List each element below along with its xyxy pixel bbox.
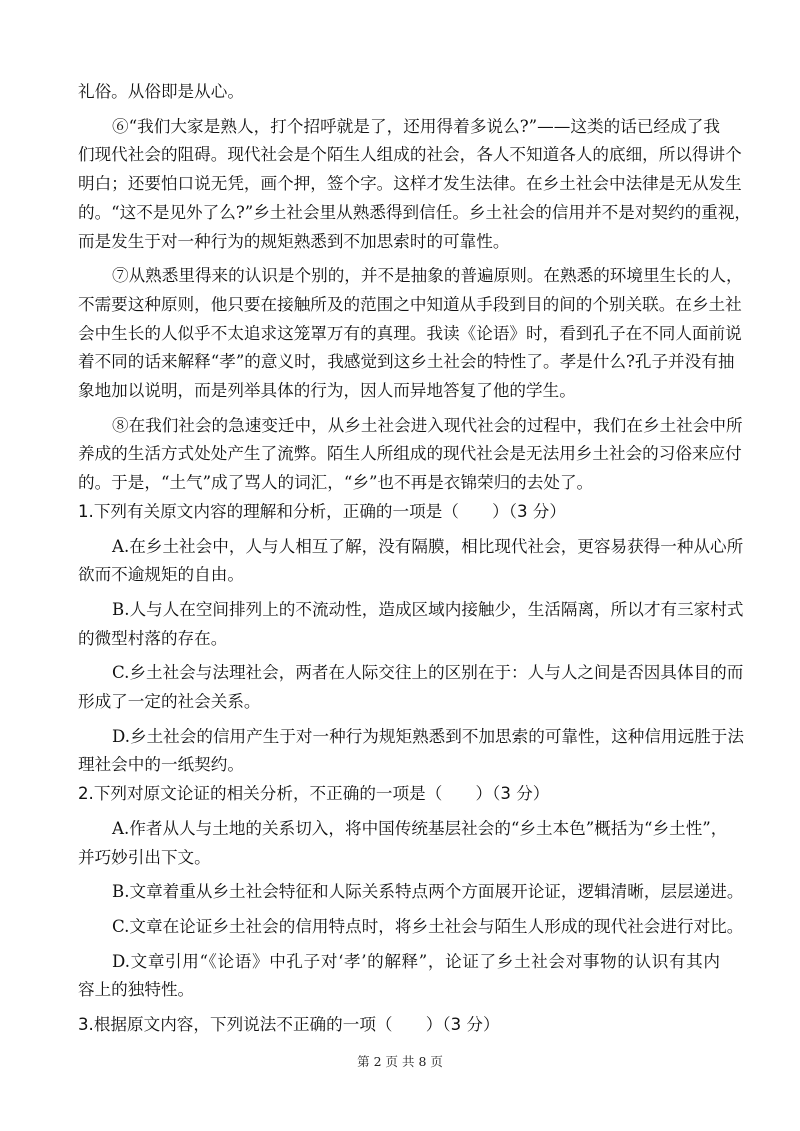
exam-page-content (78, 78, 752, 1040)
text-line: 欲而不逾规矩的自由。 (78, 565, 244, 585)
text-line: 着不同的话来解释“孝”的意义时，我感觉到这乡土社会的特性了。孝是什么?孔子并没有抽 (78, 352, 735, 372)
text-line: 而是发生于对一种行为的规矩熟悉到不加思索时的可靠性。 (78, 231, 510, 251)
paragraph-8 (78, 412, 743, 498)
text-line: B.文章着重从乡土社会特征和人际关系特点两个方面展开论证，逻辑清晰，层层递进。 (112, 882, 744, 902)
paragraph-6 (78, 113, 752, 257)
question-3 (78, 1011, 720, 1040)
text-line: 的。于是，“土气”成了骂人的词汇，“乡”也不再是衣锦荣归的去处了。 (78, 473, 594, 493)
option-c (78, 659, 744, 716)
paragraph-5-tail (78, 78, 720, 107)
question-2 (78, 780, 744, 1005)
text-line: A.作者从人与土地的关系切入，将中国传统基层社会的“乡土本色”概括为“乡土性”， (112, 818, 728, 838)
text-line: 养成的生活方式处处产生了流弊。陌生人所组成的现代社会是无法用乡土社会的习俗来应付 (78, 444, 742, 464)
text-line: 会中生长的人似乎不太追求这笼罩万有的真理。我读《论语》时，看到孔子在不同人面前说 (78, 323, 742, 343)
text-line: D.乡土社会的信用产生于对一种行为规矩熟悉到不加思索的可靠性，这种信用远胜于法 (112, 726, 744, 746)
text-line: 明白；还要怕口说无凭，画个押，签个字。这样才发生法律。在乡土社会中法律是无从发生 (78, 174, 742, 194)
text-line: 象地加以说明，而是列举具体的行为，因人而异地答复了他的学生。 (78, 381, 576, 401)
text-line: 容上的独特性。 (78, 980, 195, 1000)
page-number-footer: 第 2 页 共 8 页 (357, 1054, 443, 1069)
text-line: 的微型村落的存在。 (78, 628, 228, 648)
text-line: 的。“这不是见外了么?”乡土社会里从熟悉得到信任。乡土社会的信用并不是对契约的重视， (78, 202, 752, 222)
text-line: D.文章引用“《论语》中孔子对‘孝’的解释”，论证了乡土社会对事物的认识有其内 (112, 951, 720, 971)
option-c (78, 913, 744, 942)
option-a (78, 815, 728, 872)
text-line: A.在乡土社会中，人与人相互了解，没有隔膜，相比现代社会，更容易获得一种从心所 (112, 536, 744, 556)
question-1 (78, 498, 744, 780)
option-a (78, 533, 744, 590)
text-line: ⑥“我们大家是熟人，打个招呼就是了，还用得着多说么?”——这类的话已经成了我 (112, 116, 720, 136)
text-line: ⑦从熟悉里得来的认识是个别的，并不是抽象的普遍原则。在熟悉的环境里生长的人， (112, 266, 743, 286)
option-b (78, 596, 744, 653)
option-d (78, 948, 720, 1005)
option-d (78, 723, 744, 780)
question-stem: 2.下列对原文论证的相关分析，不正确的一项是（ ）（3 分） (78, 784, 550, 804)
text-line: 们现代社会的阻碍。现代社会是个陌生人组成的社会，各人不知道各人的底细，所以得讲个 (78, 145, 742, 165)
text-line: ⑧在我们社会的急速变迁中，从乡土社会进入现代社会的过程中，我们在乡土社会中所 (112, 415, 743, 435)
question-stem: 1.下列有关原文内容的理解和分析，正确的一项是（ ）（3 分） (78, 501, 566, 521)
question-stem: 3.根据原文内容，下列说法不正确的一项（ ）（3 分） (78, 1015, 500, 1035)
text-line: 理社会中的一纸契约。 (78, 755, 244, 775)
option-b (78, 878, 744, 907)
text-line: C.乡土社会与法理社会，两者在人际交往上的区别在于：人与人之间是否因具体目的而 (112, 663, 744, 683)
text-line: 并巧妙引出下文。 (78, 847, 211, 867)
text-line: 礼俗。从俗即是从心。 (78, 82, 244, 101)
text-line: 形成了一定的社会关系。 (78, 692, 261, 712)
text-line: C.文章在论证乡土社会的信用特点时，将乡土社会与陌生人形成的现代社会进行对比。 (112, 916, 744, 936)
text-line: 不需要这种原则，他只要在接触所及的范围之中知道从手段到目的间的个别关联。在乡土社 (78, 294, 742, 314)
text-line: B.人与人在空间排列上的不流动性，造成区域内接触少，生活隔离，所以才有三家村式 (112, 599, 744, 619)
paragraph-7 (78, 262, 743, 406)
